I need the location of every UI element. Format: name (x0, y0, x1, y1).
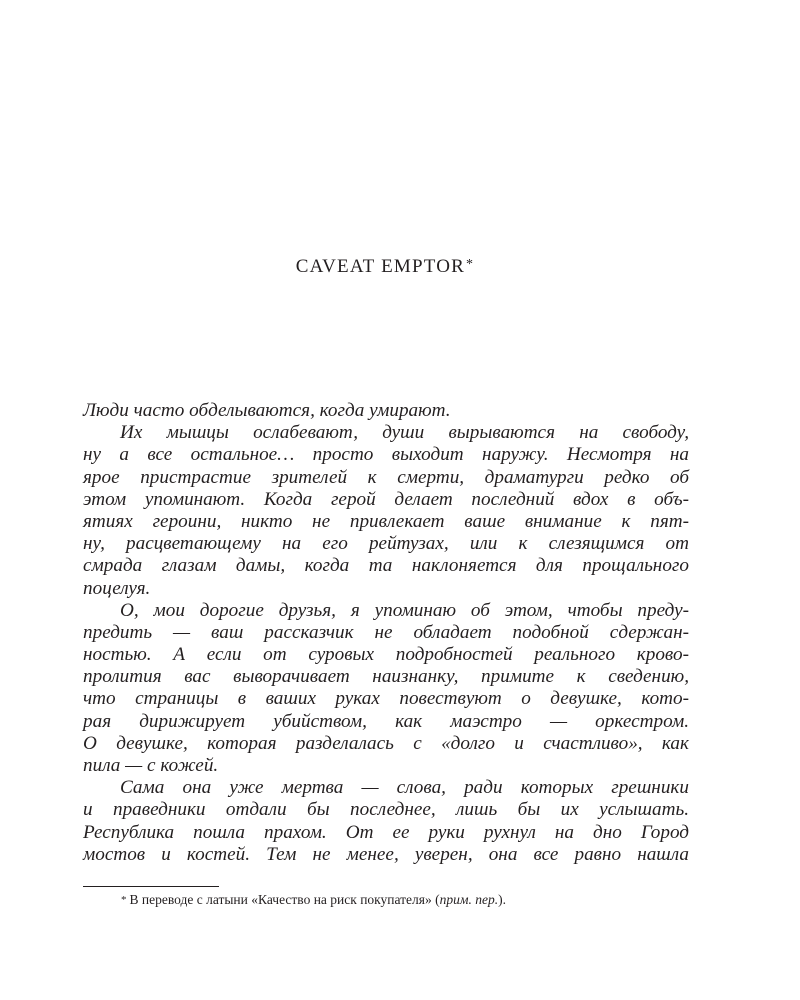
footnote-translator-note: прим. пер. (439, 892, 499, 907)
body-line: ностью. А если от суровых подробностей реального крово- (83, 644, 689, 666)
body-line: рая дирижирует убийством, как маэстро — оркестром. (83, 710, 689, 732)
body-line: ну, расцветающему на его рейтузах, или к слезящимся от (83, 533, 689, 555)
footnote (121, 890, 506, 910)
body-line: мостов и костей. Тем не менее, уверен, она все равно нашла (83, 843, 689, 865)
chapter-title (0, 256, 770, 278)
body-line: пила — с кожей. (83, 755, 219, 776)
footnote-reference-mark: * (466, 257, 475, 272)
footnote-text-end: ). (498, 892, 506, 907)
body-line: ярое пристрастие зрителей к смерти, драматурги редко об (83, 466, 689, 488)
body-line: Люди часто обделываются, когда умирают. (83, 400, 451, 421)
footnote-divider (83, 886, 219, 887)
body-line: Республика пошла прахом. От ее руки рухнул на дно Город (83, 821, 689, 843)
body-line: Сама она уже мертва — слова, ради которых грешники (120, 777, 689, 799)
body-line: этом упоминают. Когда герой делает последний вдох в объ- (83, 488, 689, 510)
body-line: и праведники отдали бы последнее, лишь бы их услышать. (83, 799, 689, 821)
body-line: ятиях героини, никто не привлекает ваше внимание к пят- (83, 510, 689, 532)
body-line: ну а все остальное… просто выходит наружу. Несмотря на (83, 444, 689, 466)
body-line: О, мои дорогие друзья, я упоминаю об этом, чтобы преду- (120, 599, 689, 621)
footnote-text: В переводе с латыни «Качество на риск покупателя» ( (129, 892, 440, 907)
body-line: поцелуя. (83, 577, 151, 599)
body-line: Их мышцы ослабевают, души вырываются на свободу, (120, 422, 689, 444)
body-line: О девушке, которая разделалась с «долго и счастливо», как (83, 732, 689, 754)
body-line: что страницы в ваших руках повествуют о девушке, кото- (83, 688, 689, 710)
body-line: смрада глазам дамы, когда та наклоняется для прощального (83, 555, 689, 577)
chapter-title-text: CAVEAT EMPTOR (295, 256, 466, 277)
body-line: пролития вас выворачивает наизнанку, примите к сведению, (83, 666, 689, 688)
chapter-body (83, 400, 689, 866)
body-line: предить — ваш рассказчик не обладает подобной сдержан- (83, 621, 689, 643)
footnote-mark: * (121, 894, 127, 906)
